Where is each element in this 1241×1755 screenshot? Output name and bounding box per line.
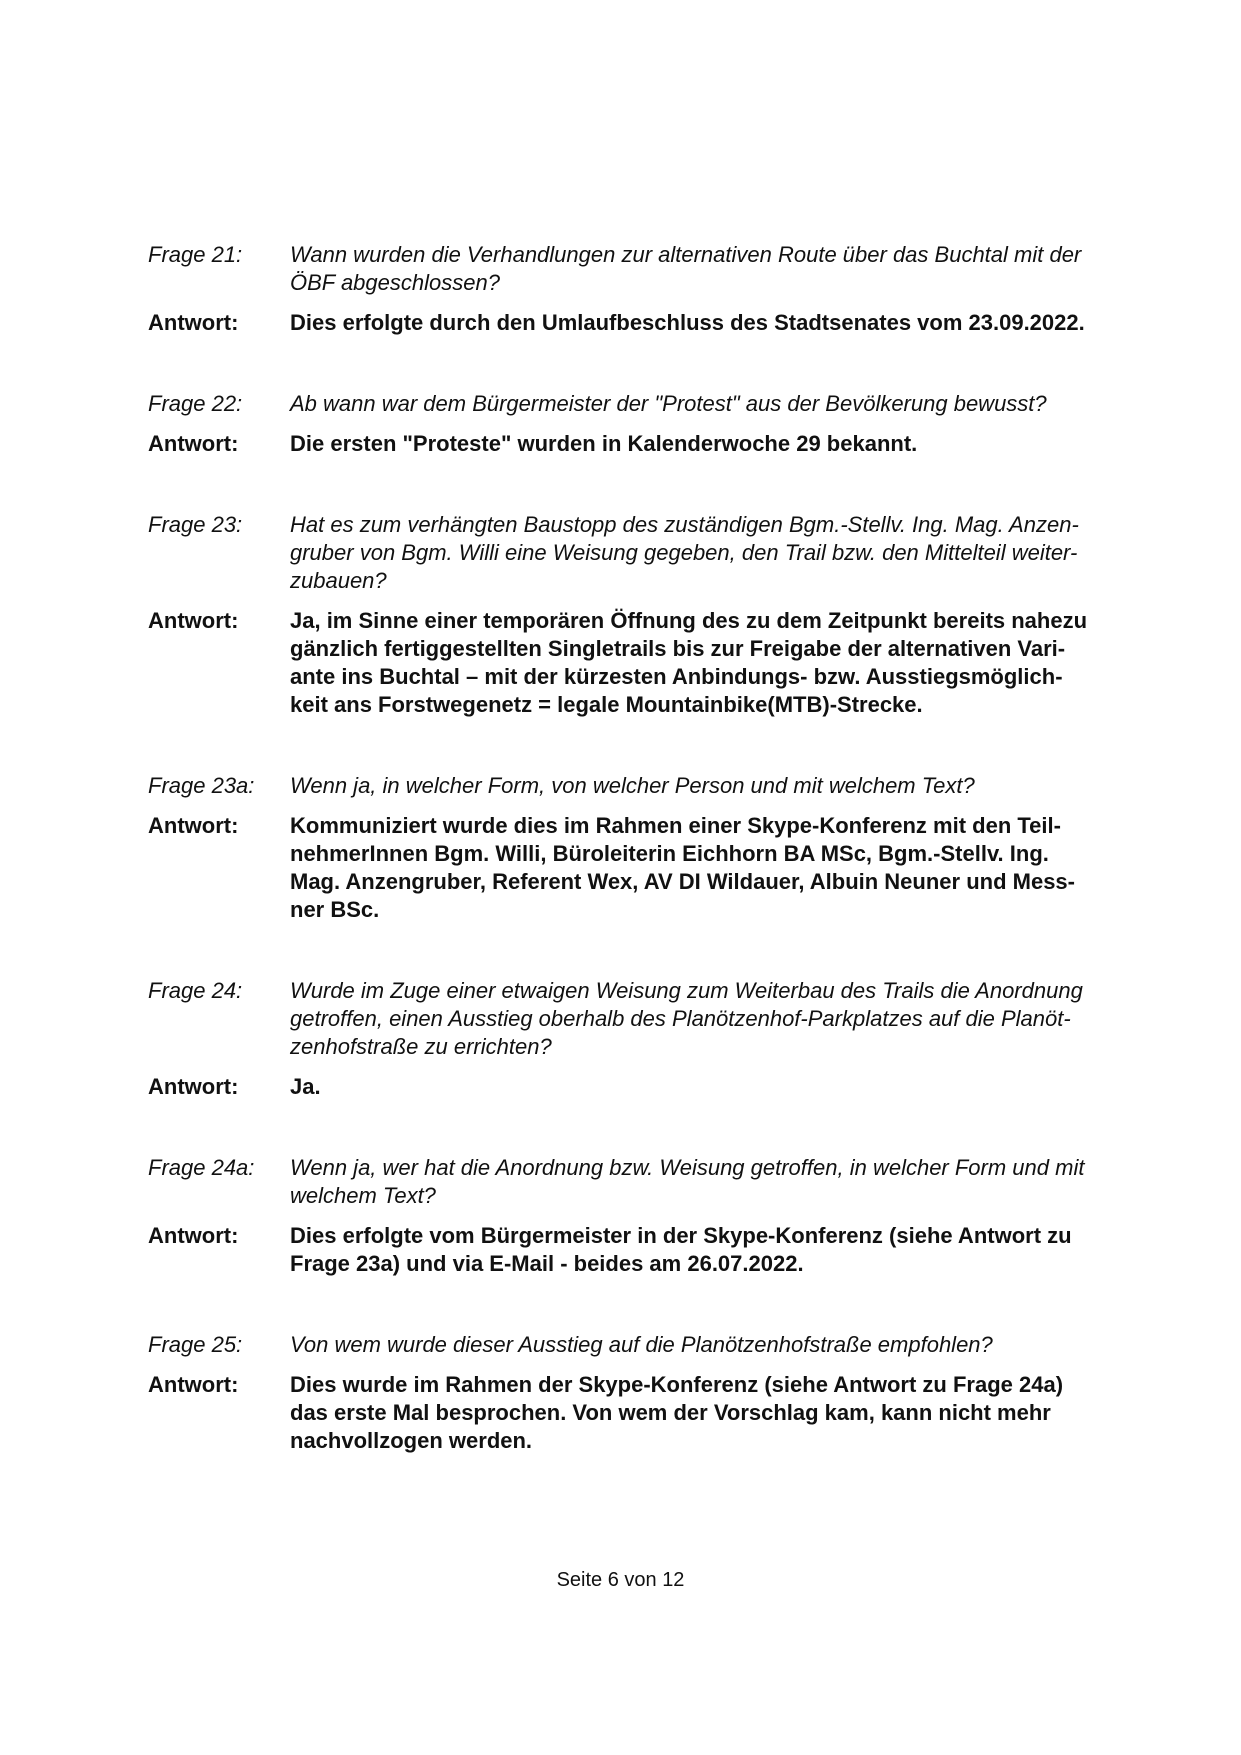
answer-text-line: Dies erfolgte durch den Umlaufbeschluss des Stadtsenates vom 23.09.2022. <box>290 310 1085 335</box>
question-row <box>148 772 1093 800</box>
answer-label: Antwort: <box>148 1372 239 1397</box>
answer-text-line: Dies wurde im Rahmen der Skype-Konferenz (siehe Antwort zu Frage 24a) <box>290 1372 1064 1397</box>
answer-text-line: Mag. Anzengruber, Referent Wex, AV DI Wildauer, Albuin Neuner und Mess- <box>290 869 1075 894</box>
question-text-line: welchem Text? <box>290 1183 436 1208</box>
question-text <box>290 772 1093 800</box>
answer-row <box>148 309 1093 337</box>
answer-text <box>290 1073 1093 1101</box>
answer-label: Antwort: <box>148 1074 239 1099</box>
answer-label: Antwort: <box>148 608 239 633</box>
answer-text <box>290 430 1093 458</box>
qa-item-frage-23a <box>148 772 1093 924</box>
question-row <box>148 977 1093 1061</box>
question-text-line: ÖBF abgeschlossen? <box>290 270 500 295</box>
question-label: Frage 24a: <box>148 1155 255 1180</box>
answer-text <box>290 607 1093 719</box>
question-text <box>290 241 1093 297</box>
question-label: Frage 23a: <box>148 773 255 798</box>
question-row <box>148 390 1093 418</box>
question-label: Frage 25: <box>148 1332 243 1357</box>
answer-text-line: Dies erfolgte vom Bürgermeister in der Skype-Konferenz (siehe Antwort zu <box>290 1223 1072 1248</box>
answer-text-line: ner BSc. <box>290 897 380 922</box>
answer-row <box>148 1073 1093 1101</box>
answer-label: Antwort: <box>148 310 239 335</box>
question-text-line: Wenn ja, wer hat die Anordnung bzw. Weisung getroffen, in welcher Form und mit <box>290 1155 1085 1180</box>
question-text-line: Ab wann war dem Bürgermeister der "Protest" aus der Bevölkerung bewusst? <box>290 391 1047 416</box>
answer-text-line: Die ersten "Proteste" wurden in Kalenderwoche 29 bekannt. <box>290 431 918 456</box>
question-text <box>290 1331 1093 1359</box>
qa-item-frage-24 <box>148 977 1093 1101</box>
question-row <box>148 241 1093 297</box>
question-text <box>290 511 1093 595</box>
answer-text <box>290 1371 1093 1455</box>
question-text-line: Wann wurden die Verhandlungen zur alternativen Route über das Buchtal mit der <box>290 242 1082 267</box>
answer-label: Antwort: <box>148 1223 239 1248</box>
question-row <box>148 1154 1093 1210</box>
page-number: Seite 6 von 12 <box>556 1569 685 1591</box>
question-text-line: gruber von Bgm. Willi eine Weisung gegeben, den Trail bzw. den Mittelteil weiter- <box>290 540 1078 565</box>
answer-text <box>290 812 1093 924</box>
answer-text-line: Ja. <box>290 1074 321 1099</box>
answer-row <box>148 1371 1093 1455</box>
question-text-line: getroffen, einen Ausstieg oberhalb des Planötzenhof-Parkplatzes auf die Planöt- <box>290 1006 1071 1031</box>
question-text-line: Wurde im Zuge einer etwaigen Weisung zum Weiterbau des Trails die Anordnung <box>290 978 1083 1003</box>
answer-text-line: Kommuniziert wurde dies im Rahmen einer Skype-Konferenz mit den Teil- <box>290 813 1061 838</box>
question-text-line: Hat es zum verhängten Baustopp des zuständigen Bgm.-Stellv. Ing. Mag. Anzen- <box>290 512 1079 537</box>
answer-text-line: Ja, im Sinne einer temporären Öffnung des zu dem Zeitpunkt bereits nahezu <box>290 608 1088 633</box>
qa-item-frage-24a <box>148 1154 1093 1278</box>
question-row <box>148 511 1093 595</box>
question-text <box>290 390 1093 418</box>
question-text-line: zubauen? <box>290 568 387 593</box>
answer-text <box>290 1222 1093 1278</box>
question-label: Frage 24: <box>148 978 243 1003</box>
qa-item-frage-22 <box>148 390 1093 458</box>
answer-row <box>148 607 1093 719</box>
answer-text-line: nachvollzogen werden. <box>290 1428 533 1453</box>
question-text <box>290 977 1093 1061</box>
answer-row <box>148 430 1093 458</box>
question-text-line: Wenn ja, in welcher Form, von welcher Person und mit welchem Text? <box>290 773 975 798</box>
answer-text-line: keit ans Forstwegenetz = legale Mountainbike(MTB)-Strecke. <box>290 692 923 717</box>
answer-row <box>148 812 1093 924</box>
question-row <box>148 1331 1093 1359</box>
question-label: Frage 23: <box>148 512 243 537</box>
question-text-line: zenhofstraße zu errichten? <box>290 1034 552 1059</box>
question-text-line: Von wem wurde dieser Ausstieg auf die Planötzenhofstraße empfohlen? <box>290 1332 993 1357</box>
answer-label: Antwort: <box>148 813 239 838</box>
answer-text-line: Frage 23a) und via E-Mail - beides am 26.07.2022. <box>290 1251 804 1276</box>
question-label: Frage 21: <box>148 242 243 267</box>
question-label: Frage 22: <box>148 391 243 416</box>
answer-text-line: gänzlich fertiggestellten Singletrails bis zur Freigabe der alternativen Vari- <box>290 636 1066 661</box>
qa-list <box>148 241 1093 1455</box>
answer-label: Antwort: <box>148 431 239 456</box>
qa-item-frage-23 <box>148 511 1093 719</box>
answer-row <box>148 1222 1093 1278</box>
answer-text-line: das erste Mal besprochen. Von wem der Vorschlag kam, kann nicht mehr <box>290 1400 1051 1425</box>
qa-item-frage-25 <box>148 1331 1093 1455</box>
answer-text-line: nehmerInnen Bgm. Willi, Büroleiterin Eichhorn BA MSc, Bgm.-Stellv. Ing. <box>290 841 1049 866</box>
question-text <box>290 1154 1093 1210</box>
answer-text-line: ante ins Buchtal – mit der kürzesten Anbindungs- bzw. Ausstiegsmöglich- <box>290 664 1063 689</box>
qa-item-frage-21 <box>148 241 1093 337</box>
answer-text <box>290 309 1093 337</box>
